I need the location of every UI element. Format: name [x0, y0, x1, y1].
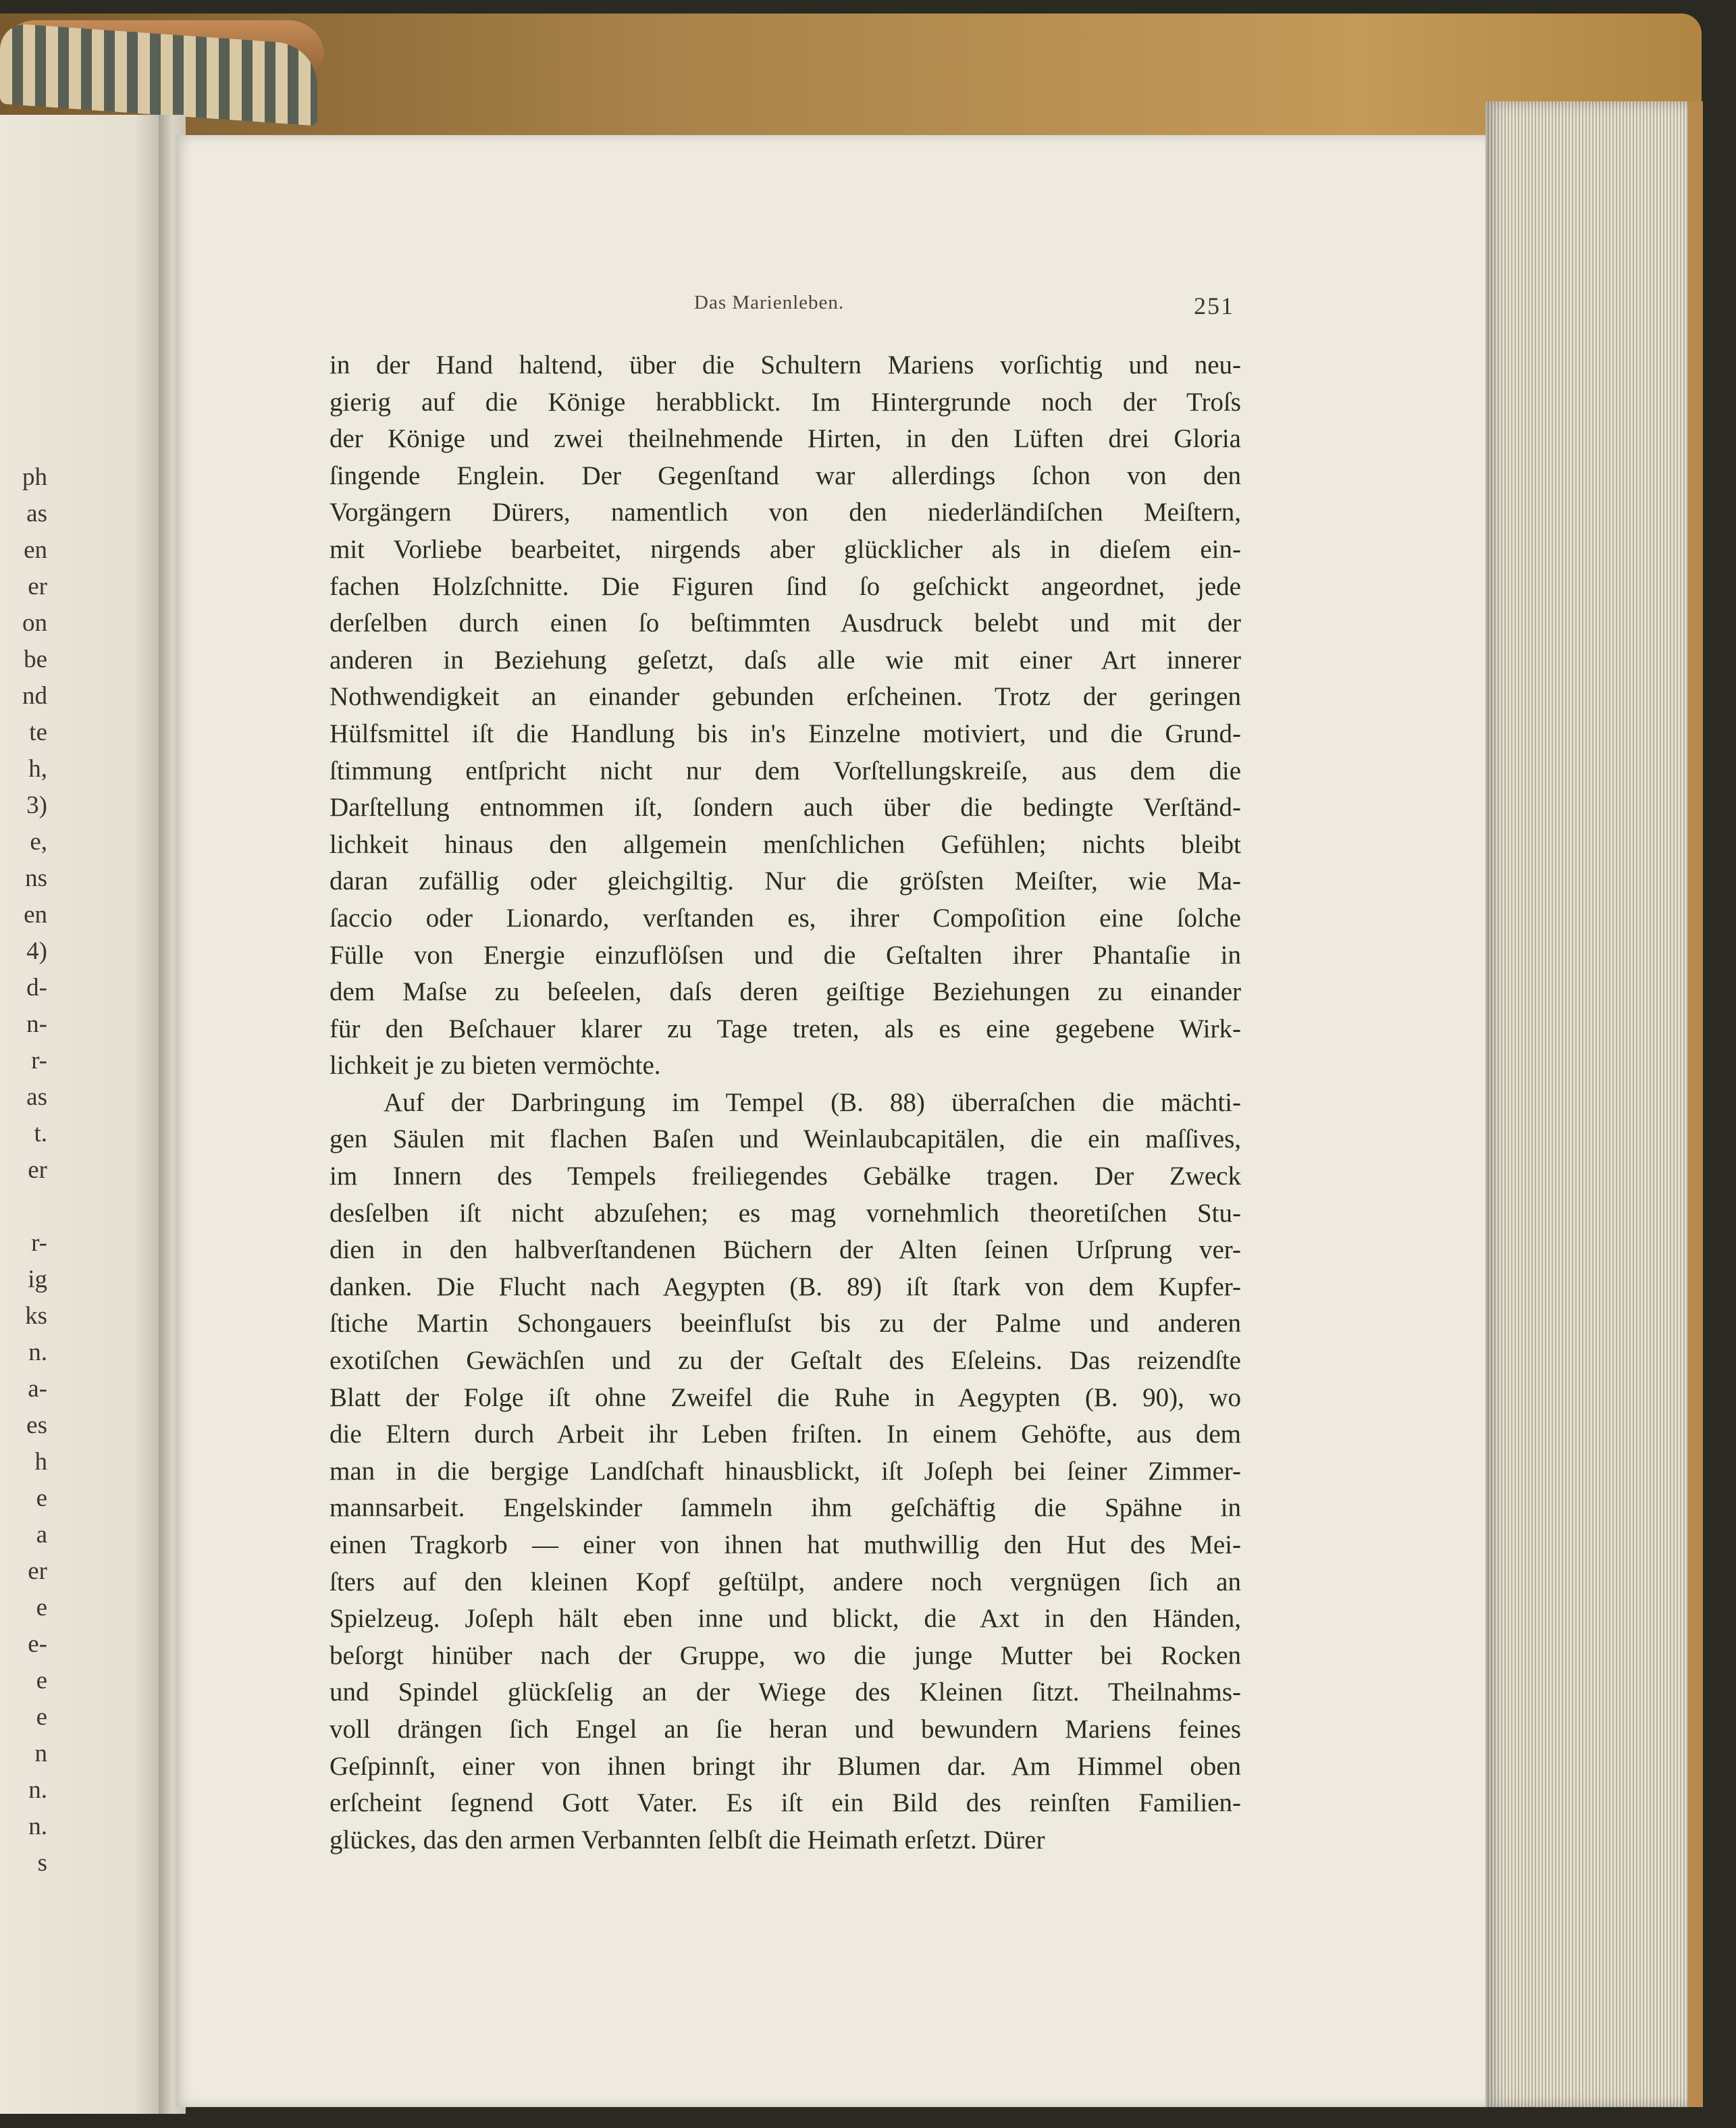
text-line: ſters auf den kleinen Kopf geſtülpt, andere noch vergnügen ſich an [330, 1567, 1241, 1597]
left-page-line-fragment: e [36, 1667, 47, 1694]
text-line: Darſtellung entnommen iſt, ſondern auch über die bedingte Verſtänd- [330, 793, 1241, 823]
text-line: Auf der Darbringung im Tempel (B. 88) überraſchen die mächti- [384, 1087, 1241, 1117]
left-page-line-fragment: n [34, 1740, 47, 1767]
left-page-line-fragment: e [36, 1703, 47, 1731]
paragraph [330, 1085, 1241, 1859]
page-edges [1485, 101, 1703, 2107]
left-page-line-fragment: h [34, 1448, 47, 1476]
text-line: lichkeit je zu bieten vermöchte. [330, 1051, 661, 1081]
text-line: für den Beſchauer klarer zu Tage treten, als es eine gegebene Wirk- [330, 1014, 1241, 1043]
text-line: derſelben durch einen ſo beſtimmten Ausdruck belebt und mit der [330, 608, 1241, 638]
left-page-line-fragment: e- [28, 1630, 47, 1658]
text-line: gierig auf die Könige herabblickt. Im Hintergrunde noch der Troſs [330, 387, 1241, 417]
left-page-line-fragment: s [37, 1849, 47, 1877]
left-page-line-fragment: er [28, 1557, 47, 1585]
text-line: erſcheint ſegnend Gott Vater. Es iſt ein Bild des reinſten Familien- [330, 1788, 1241, 1818]
left-page-line-fragment: es [26, 1411, 47, 1439]
left-page-line-fragment: ks [25, 1302, 47, 1330]
left-page-line-fragment: h, [28, 755, 47, 783]
left-page-line-fragment: n. [28, 1339, 47, 1366]
left-page-line-fragment: d- [26, 974, 47, 1002]
text-line: danken. Die Flucht nach Aegypten (B. 89) iſt ſtark von dem Kupfer- [330, 1272, 1241, 1301]
text-line: lichkeit hinaus den allgemein menſchlichen Gefühlen; nichts bleibt [330, 829, 1241, 859]
left-page-line-fragment: 4) [26, 937, 47, 965]
left-page-line-fragment: en [24, 536, 47, 564]
text-line: exotiſchen Gewächſen und zu der Geſtalt des Eſeleins. Das reizendſte [330, 1346, 1241, 1376]
text-line: Nothwendigkeit an einander gebunden erſcheinen. Trotz der geringen [330, 682, 1241, 712]
running-head: Das Marienleben. [694, 292, 845, 313]
left-page-line-fragment: e [36, 1484, 47, 1512]
left-page-line-fragment: a- [28, 1375, 47, 1403]
left-page-line-fragment: ph [22, 463, 47, 491]
left-page-line-fragment: e, [30, 828, 47, 856]
text-line: man in die bergige Landſchaft hinausblickt, iſt Joſeph bei ſeiner Zimmer- [330, 1456, 1241, 1486]
text-line: ſingende Englein. Der Gegenſtand war allerdings ſchon von den [330, 461, 1241, 490]
text-line: Geſpinnſt, einer von ihnen bringt ihr Blumen dar. Am Himmel oben [330, 1751, 1241, 1781]
left-page-line-fragment: en [24, 901, 47, 929]
text-line: im Innern des Tempels freiliegendes Gebälke tragen. Der Zweck [330, 1162, 1241, 1191]
left-page [0, 115, 169, 2114]
text-line: mannsarbeit. Engelskinder ſammeln ihm geſchäftig die Spähne in [330, 1493, 1241, 1523]
left-page-line-fragment: te [29, 719, 47, 746]
body-text [330, 347, 1241, 1859]
left-page-line-fragment: n. [28, 1813, 47, 1840]
text-line: dien in den halbverſtandenen Büchern der Alten ſeinen Urſprung ver- [330, 1235, 1241, 1265]
left-page-line-fragment: er [28, 1156, 47, 1184]
left-page-line-fragment: n. [28, 1776, 47, 1804]
text-line: Spielzeug. Joſeph hält eben inne und blickt, die Axt in den Händen, [330, 1604, 1241, 1634]
left-page-line-fragment: ns [25, 864, 47, 892]
paragraph [330, 347, 1241, 1085]
left-page-line-fragment: r- [31, 1229, 47, 1257]
text-line: Hülfsmittel iſt die Handlung bis in's Einzelne motiviert, und die Grund- [330, 719, 1241, 748]
text-line: gen Säulen mit flachen Baſen und Weinlaubcapitälen, die ein maſſives, [330, 1124, 1241, 1154]
text-line: einen Tragkorb — einer von ihnen hat muthwillig den Hut des Mei- [330, 1530, 1241, 1559]
text-line: ſtimmung entſpricht nicht nur dem Vorſtellungskreiſe, aus dem die [330, 756, 1241, 785]
left-page-line-fragment: er [28, 573, 47, 600]
text-line: desſelben iſt nicht abzuſehen; es mag vornehmlich theoretiſchen Stu- [330, 1198, 1241, 1228]
text-line: und Spindel glückſelig an der Wiege des Kleinen ſitzt. Theilnahms- [330, 1678, 1241, 1707]
text-line: Vorgängern Dürers, namentlich von den niederländiſchen Meiſtern, [330, 498, 1241, 527]
text-line: anderen in Beziehung geſetzt, daſs alle wie mit einer Art innerer [330, 645, 1241, 675]
left-page-line-fragment: be [24, 646, 47, 673]
text-line: in der Hand haltend, über die Schultern Mariens vorſichtig und neu- [330, 351, 1241, 380]
text-line: daran zufällig oder gleichgiltig. Nur die gröſsten Meiſter, wie Ma- [330, 866, 1241, 896]
left-page-line-fragment: as [26, 500, 47, 527]
left-page-line-fragment: r- [31, 1047, 47, 1074]
text-line: dem Maſse zu beſeelen, daſs deren geiſtige Beziehungen zu einander [330, 977, 1241, 1007]
text-line: voll drängen ſich Engel an ſie heran und bewundern Mariens feines [330, 1714, 1241, 1744]
text-line: beſorgt hinüber nach der Gruppe, wo die junge Mutter bei Rocken [330, 1640, 1241, 1670]
text-line: ſaccio oder Lionardo, verſtanden es, ihrer Compoſition eine ſolche [330, 903, 1241, 933]
text-line: die Eltern durch Arbeit ihr Leben friſten. In einem Gehöfte, aus dem [330, 1420, 1241, 1449]
left-page-line-fragment: 3) [26, 791, 47, 819]
text-line: der Könige und zwei theilnehmende Hirten, in den Lüften drei Gloria [330, 424, 1241, 454]
text-line: Blatt der Folge iſt ohne Zweifel die Ruhe in Aegypten (B. 90), wo [330, 1382, 1241, 1412]
left-page-text-fragments [0, 459, 47, 1882]
left-page-line-fragment: ig [28, 1266, 47, 1293]
text-line: mit Vorliebe bearbeitet, nirgends aber glücklicher als in dieſem ein- [330, 534, 1241, 564]
text-line: Fülle von Energie einzuflöſsen und die Geſtalten ihrer Phantaſie in [330, 940, 1241, 970]
left-page-line-fragment: e [36, 1594, 47, 1621]
text-line: glückes, das den armen Verbannten ſelbſt die Heimath erſetzt. Dürer [330, 1825, 1045, 1854]
text-line: fachen Holzſchnitte. Die Figuren ſind ſo geſchickt angeordnet, jede [330, 571, 1241, 601]
left-page-line-fragment: a [36, 1521, 47, 1549]
left-page-line-fragment: on [22, 609, 47, 637]
left-page-line-fragment: n- [26, 1010, 47, 1038]
text-line: ſtiche Martin Schongauers beeinfluſst bis zu der Palme und anderen [330, 1309, 1241, 1339]
left-page-line-fragment [0, 1189, 47, 1225]
left-page-line-fragment: as [26, 1083, 47, 1111]
left-page-line-fragment: nd [22, 682, 47, 710]
left-page-line-fragment: t. [34, 1120, 47, 1147]
page-number: 251 [1194, 292, 1234, 319]
